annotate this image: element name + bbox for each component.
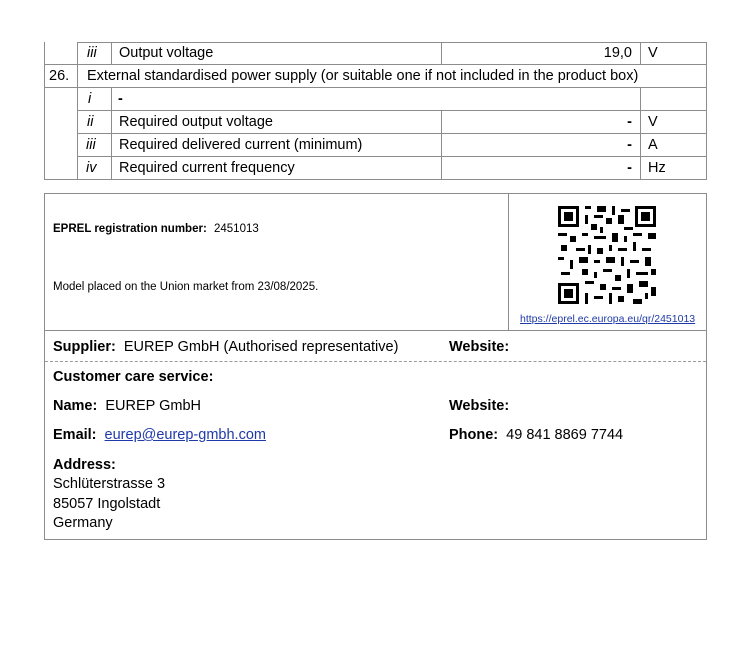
address-line: Schlüterstrasse 3 <box>53 476 166 492</box>
supplier-label: Supplier: <box>53 339 116 355</box>
email-link[interactable]: eurep@eurep-gmbh.com <box>104 427 266 443</box>
row-value: - <box>627 137 632 153</box>
eprel-reg-label: EPREL registration number: <box>53 223 207 235</box>
row-unit: A <box>648 137 658 153</box>
address-line: Germany <box>53 515 113 531</box>
qr-code <box>558 206 656 304</box>
row-index: i <box>88 91 92 107</box>
row-index: iii <box>86 137 96 153</box>
name-label: Name: <box>53 398 98 414</box>
address-label: Address: <box>53 457 116 473</box>
section-number: 26. <box>49 68 70 84</box>
row-value: 19,0 <box>603 45 632 61</box>
row-index: iv <box>86 160 97 176</box>
row-unit: Hz <box>648 160 666 176</box>
customer-website-label: Website: <box>449 398 510 414</box>
phone-row <box>449 427 623 443</box>
name-row <box>53 398 201 414</box>
supplier-value: EUREP GmbH (Authorised representative) <box>123 339 399 355</box>
customer-care-title: Customer care service: <box>53 369 214 385</box>
email-row <box>53 427 266 443</box>
phone-value: 49 841 8869 7744 <box>506 427 624 443</box>
row-label: Required delivered current (minimum) <box>119 137 363 153</box>
row-value: - <box>627 114 632 130</box>
market-date-text: Model placed on the Union market from 23/08/2025. <box>53 281 319 293</box>
name-value: EUREP GmbH <box>105 398 201 414</box>
qr-link[interactable]: https://eprel.ec.europa.eu/qr/2451013 <box>520 313 696 325</box>
supplier-website-label: Website: <box>449 339 510 355</box>
supplier-row <box>53 339 398 355</box>
section-heading: External standardised power supply (or suitable one if not included in the product box) <box>87 68 639 84</box>
row-label: Required output voltage <box>119 114 273 130</box>
row-label: Required current frequency <box>119 160 295 176</box>
row-label: - <box>118 91 123 107</box>
row-index: ii <box>87 114 94 130</box>
eprel-reg-number: 2451013 <box>214 223 259 235</box>
address-line: 85057 Ingolstadt <box>53 496 161 512</box>
eprel-registration <box>53 222 259 236</box>
row-value: - <box>627 160 632 176</box>
email-label: Email: <box>53 427 97 443</box>
row-unit: V <box>648 114 658 130</box>
row-unit: V <box>648 45 658 61</box>
row-label: Output voltage <box>119 45 214 61</box>
phone-label: Phone: <box>449 427 499 443</box>
row-index: iii <box>87 45 97 61</box>
